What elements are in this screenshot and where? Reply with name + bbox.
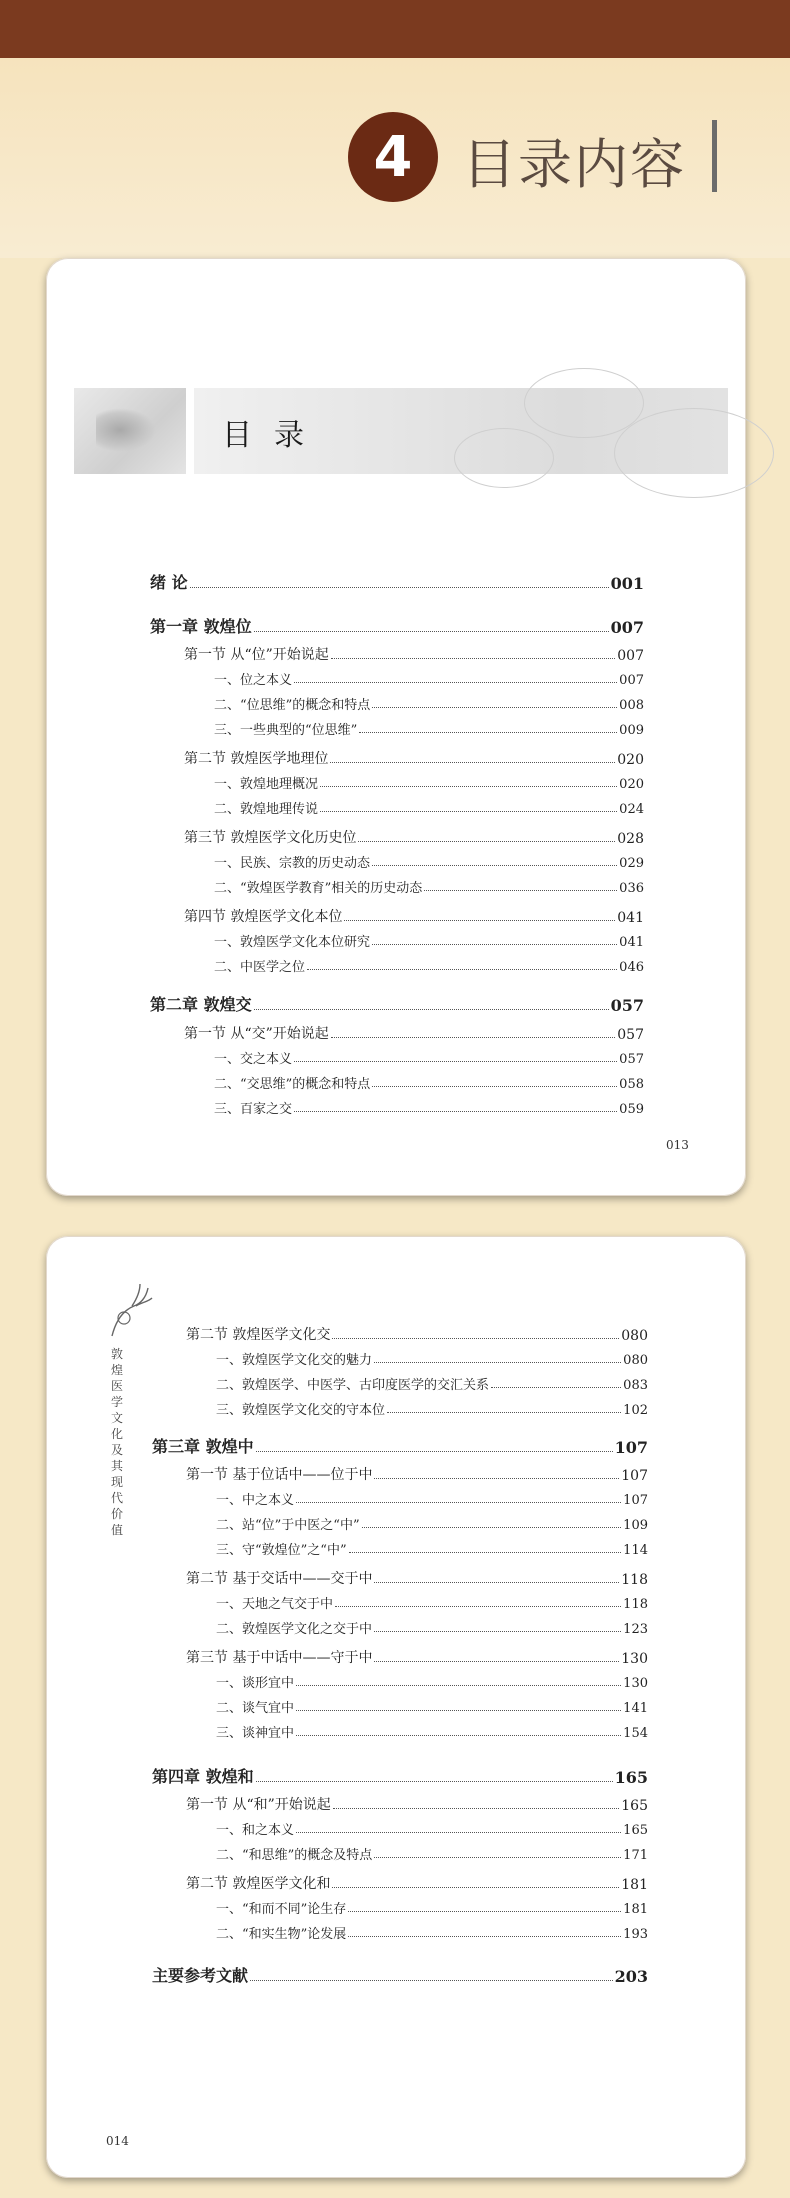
toc-entry-subsection[interactable] xyxy=(214,694,644,713)
toc-entry-subsection[interactable] xyxy=(214,877,644,896)
toc-entry-page: 118 xyxy=(623,1597,648,1612)
toc-entry-title: 一、敦煌地理概况 xyxy=(214,777,319,792)
toc-entry-page: 009 xyxy=(619,723,644,738)
toc-entry-subsection[interactable] xyxy=(216,1672,648,1691)
toc-entry-section[interactable] xyxy=(186,1873,648,1893)
toc-entry-subsection[interactable] xyxy=(214,956,644,975)
toc-entry-page: 154 xyxy=(623,1726,648,1741)
top-bar xyxy=(0,0,790,58)
toc-entry-subsection[interactable] xyxy=(214,852,644,871)
toc-entry-page: 057 xyxy=(610,996,644,1015)
toc-entry-title: 第二章 敦煌交 xyxy=(150,995,252,1014)
toc-entry-subsection[interactable] xyxy=(216,1539,648,1558)
toc-entry-title: 第二节 敦煌医学文化和 xyxy=(186,1876,331,1892)
toc-entry-subsection[interactable] xyxy=(214,1098,644,1117)
banner-painting-image xyxy=(74,388,186,474)
toc-entry-page: 024 xyxy=(619,802,644,817)
toc-entry-page: 141 xyxy=(623,1701,648,1716)
toc-entry-page: 083 xyxy=(623,1378,648,1393)
toc-entry-section[interactable] xyxy=(184,827,644,847)
toc-entry-page: 165 xyxy=(614,1768,648,1787)
toc-entry-title: 二、“位思维”的概念和特点 xyxy=(214,698,371,713)
toc-entry-page: 171 xyxy=(623,1848,648,1863)
toc-entry-title: 第三节 基于中话中——守于中 xyxy=(186,1650,373,1666)
toc-entry-title: 第四节 敦煌医学文化本位 xyxy=(184,909,343,925)
toc-entry-page: 057 xyxy=(617,1027,644,1043)
toc-entry-subsection[interactable] xyxy=(214,719,644,738)
toc-entry-chapter[interactable] xyxy=(152,1764,648,1787)
toc-entry-page: 057 xyxy=(619,1052,644,1067)
toc-entry-section[interactable] xyxy=(184,906,644,926)
toc-entry-page: 107 xyxy=(623,1493,648,1508)
toc-entry-subsection[interactable] xyxy=(214,669,644,688)
toc-entry-page: 107 xyxy=(614,1438,648,1457)
toc-entry-title: 三、谈神宜中 xyxy=(216,1726,295,1741)
toc-entry-title: 三、一些典型的“位思维” xyxy=(214,723,358,738)
toc-banner xyxy=(194,388,728,474)
toc-entry-subsection[interactable] xyxy=(216,1844,648,1863)
toc-entry-title: 二、“和实生物”论发展 xyxy=(216,1927,347,1942)
book-title-vertical: 敦煌医学文化及其现代价值 xyxy=(111,1347,124,1537)
toc-entry-page: 118 xyxy=(621,1572,648,1588)
toc-entry-title: 绪 论 xyxy=(150,573,188,592)
toc-entry-section[interactable] xyxy=(186,1324,648,1344)
toc-entry-section[interactable] xyxy=(186,1647,648,1667)
toc-entry-subsection[interactable] xyxy=(216,1898,648,1917)
toc-entry-page: 036 xyxy=(619,881,644,896)
toc-entry-chapter[interactable] xyxy=(152,1434,648,1457)
toc-entry-title: 第二节 敦煌医学文化交 xyxy=(186,1327,331,1343)
toc-entry-page: 007 xyxy=(617,648,644,664)
toc-entry-page: 130 xyxy=(623,1676,648,1691)
toc-entry-title: 第一节 从“位”开始说起 xyxy=(184,647,329,663)
toc-entry-page: 008 xyxy=(619,698,644,713)
toc-entry-subsection[interactable] xyxy=(216,1722,648,1741)
toc-entry-title: 三、守“敦煌位”之“中” xyxy=(216,1543,347,1558)
toc-entry-subsection[interactable] xyxy=(214,1073,644,1092)
toc-entry-subsection[interactable] xyxy=(216,1618,648,1637)
toc-entry-title: 第一章 敦煌位 xyxy=(150,617,252,636)
toc-entry-references[interactable] xyxy=(152,1963,648,1986)
toc-entry-title: 二、谈气宜中 xyxy=(216,1701,295,1716)
toc-entry-page: 181 xyxy=(621,1877,648,1893)
toc-entry-section[interactable] xyxy=(184,1023,644,1043)
toc-entry-title: 二、“敦煌医学教育”相关的历史动态 xyxy=(214,881,423,896)
toc-entry-chapter[interactable] xyxy=(150,992,644,1015)
toc-entry-title: 二、敦煌医学文化之交于中 xyxy=(216,1622,373,1637)
toc-entry-page: 107 xyxy=(621,1468,648,1484)
section-title: 目录内容 xyxy=(462,133,686,196)
toc-entry-page: 029 xyxy=(619,856,644,871)
toc-entry-title: 第一节 从“和”开始说起 xyxy=(186,1797,331,1813)
toc-entry-page: 028 xyxy=(617,831,644,847)
toc-entry-section[interactable] xyxy=(184,748,644,768)
toc-entry-title: 一、敦煌医学文化本位研究 xyxy=(214,935,371,950)
toc-entry-title: 一、民族、宗教的历史动态 xyxy=(214,856,371,871)
toc-entry-title: 一、位之本义 xyxy=(214,673,293,688)
toc-entry-subsection[interactable] xyxy=(216,1697,648,1716)
toc-entry-page: 041 xyxy=(617,910,644,926)
toc-entry-title: 主要参考文献 xyxy=(152,1966,249,1985)
page-number: 013 xyxy=(666,1138,689,1152)
toc-entry-page: 007 xyxy=(619,673,644,688)
toc-entry-title: 一、天地之气交于中 xyxy=(216,1597,334,1612)
toc-entry-title: 一、敦煌医学文化交的魅力 xyxy=(216,1353,373,1368)
toc-entry-page: 130 xyxy=(621,1651,648,1667)
toc-entry-page: 080 xyxy=(623,1353,648,1368)
toc-entry-subsection[interactable] xyxy=(216,1349,648,1368)
toc-entry-page: 059 xyxy=(619,1102,644,1117)
toc-entry-title: 第一节 基于位话中——位于中 xyxy=(186,1467,373,1483)
toc-entry-page: 020 xyxy=(617,752,644,768)
toc-entry-page: 041 xyxy=(619,935,644,950)
toc-entry-title: 二、“交思维”的概念和特点 xyxy=(214,1077,371,1092)
toc-entry-title: 第四章 敦煌和 xyxy=(152,1767,254,1786)
toc-entry-page: 165 xyxy=(623,1823,648,1838)
toc-entry-title: 一、“和而不同”论生存 xyxy=(216,1902,347,1917)
toc-entry-subsection[interactable] xyxy=(214,931,644,950)
section-number-badge: 4 xyxy=(348,112,438,202)
toc-entry-page: 123 xyxy=(623,1622,648,1637)
dunhuang-hand-icon xyxy=(106,1276,154,1340)
toc-entry-page: 001 xyxy=(610,574,644,593)
toc-entry-title: 一、和之本义 xyxy=(216,1823,295,1838)
toc-entry-page: 109 xyxy=(623,1518,648,1533)
toc-entry-title: 一、中之本义 xyxy=(216,1493,295,1508)
toc-entry-subsection[interactable] xyxy=(214,773,644,792)
toc-entry-title: 二、“和思维”的概念及特点 xyxy=(216,1848,373,1863)
toc-entry-section[interactable] xyxy=(186,1568,648,1588)
toc-entry-page: 114 xyxy=(623,1543,648,1558)
toc-entry-page: 203 xyxy=(614,1967,648,1986)
toc-entry-section[interactable] xyxy=(186,1794,648,1814)
toc-entry-page: 181 xyxy=(623,1902,648,1917)
toc-entry-subsection[interactable] xyxy=(216,1819,648,1838)
toc-entry-subsection[interactable] xyxy=(214,798,644,817)
toc-entry-title: 第一节 从“交”开始说起 xyxy=(184,1026,329,1042)
toc-entry-intro[interactable] xyxy=(150,570,644,593)
toc-page-2 xyxy=(46,1236,746,2178)
toc-entry-page: 020 xyxy=(619,777,644,792)
toc-page-1 xyxy=(46,258,746,1196)
toc-entry-page: 165 xyxy=(621,1798,648,1814)
toc-entry-page: 046 xyxy=(619,960,644,975)
toc-entry-subsection[interactable] xyxy=(214,1048,644,1067)
toc-entry-title: 二、敦煌医学、中医学、古印度医学的交汇关系 xyxy=(216,1378,490,1393)
toc-entry-title: 三、敦煌医学文化交的守本位 xyxy=(216,1403,386,1418)
toc-entry-subsection[interactable] xyxy=(216,1374,648,1393)
toc-entry-subsection[interactable] xyxy=(216,1923,648,1942)
page-number: 014 xyxy=(106,2134,129,2148)
toc-heading: 目录 xyxy=(222,418,326,453)
toc-entry-page: 007 xyxy=(610,618,644,637)
toc-entry-page: 193 xyxy=(623,1927,648,1942)
toc-entry-title: 二、敦煌地理传说 xyxy=(214,802,319,817)
toc-entry-subsection[interactable] xyxy=(216,1399,648,1418)
toc-entry-title: 第二节 基于交话中——交于中 xyxy=(186,1571,373,1587)
toc-entry-chapter[interactable] xyxy=(150,614,644,637)
toc-entry-title: 三、百家之交 xyxy=(214,1102,293,1117)
toc-entry-title: 第二节 敦煌医学地理位 xyxy=(184,751,329,767)
toc-entry-title: 第三节 敦煌医学文化历史位 xyxy=(184,830,357,846)
toc-entry-page: 080 xyxy=(621,1328,648,1344)
toc-entry-page: 102 xyxy=(623,1403,648,1418)
toc-entry-title: 第三章 敦煌中 xyxy=(152,1437,254,1456)
toc-entry-title: 一、交之本义 xyxy=(214,1052,293,1067)
toc-entry-title: 二、中医学之位 xyxy=(214,960,306,975)
toc-entry-section[interactable] xyxy=(184,644,644,664)
toc-entry-title: 一、谈形宜中 xyxy=(216,1676,295,1691)
toc-entry-subsection[interactable] xyxy=(216,1593,648,1612)
toc-entry-section[interactable] xyxy=(186,1464,648,1484)
toc-entry-title: 二、站“位”于中医之“中” xyxy=(216,1518,360,1533)
toc-entry-subsection[interactable] xyxy=(216,1514,648,1533)
toc-entry-subsection[interactable] xyxy=(216,1489,648,1508)
toc-entry-page: 058 xyxy=(619,1077,644,1092)
title-divider xyxy=(712,120,717,192)
